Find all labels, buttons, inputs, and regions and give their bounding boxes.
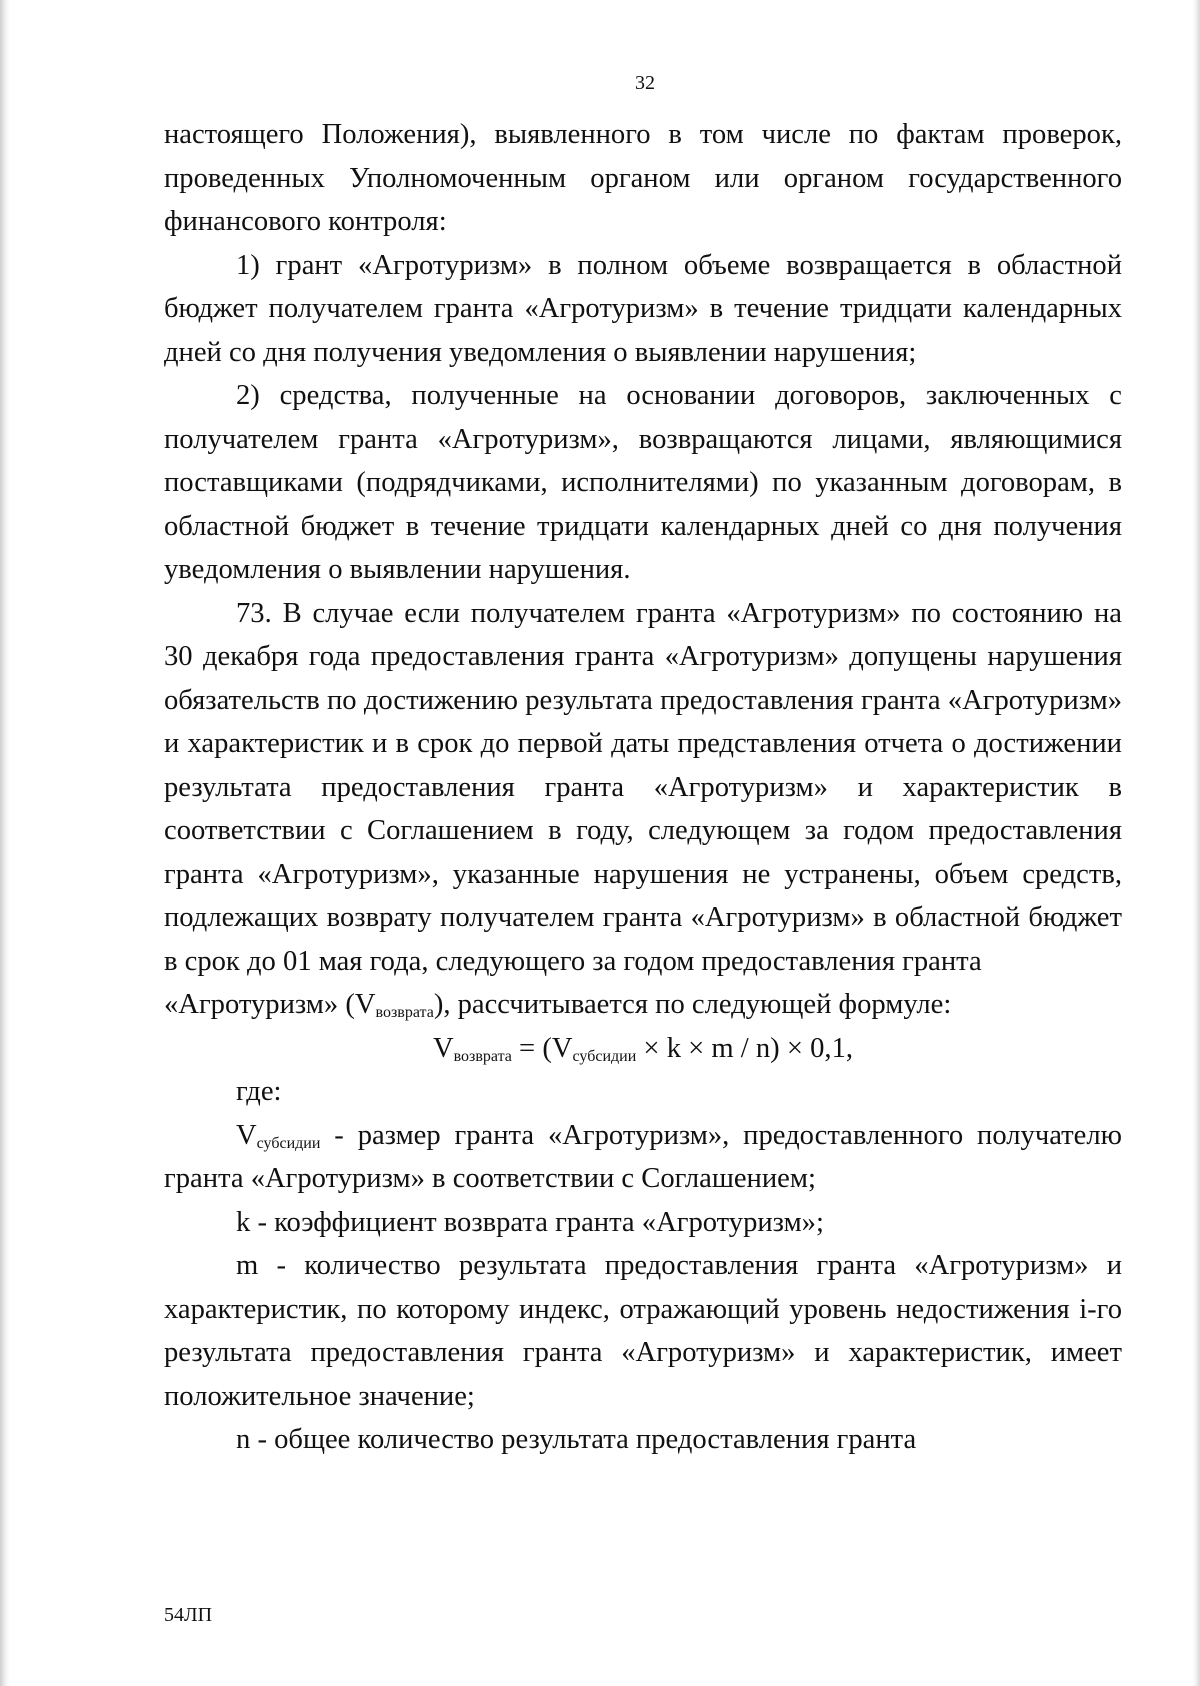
definition-m: m - количество результата предоставления гранта «Агротуризм» и характеристик, по которому индекс, отражающий уровень недостижения i-го результата предоставления гранта «Агротуризм» и характеристик, имеет положительное значение; xyxy=(164,1250,1122,1412)
definition-k: k - коэффициент возврата гранта «Агротуризм»; xyxy=(236,1206,824,1238)
list-item-2: 2) средства, полученные на основании договоров, заключенных с получателем гранта «Агротуризм», возвращаются лицами, являющимися поставщиками (подрядчиками, исполнителями) по указанным договорам, в областной бюджет в течение тридцати календарных дней со дня получения уведомления о выявлении нарушения. xyxy=(164,380,1122,585)
scan-edge-right xyxy=(1192,0,1200,1686)
scan-edge-left xyxy=(0,0,10,1686)
formula: $V_{возврата} = (V_{субсидии} \times k \times m / n) \times 0,1$, xyxy=(432,1032,854,1065)
page-number: 32 xyxy=(635,72,655,94)
paragraph-73-end: «Агротуризм» $(V_{возврата})$, рассчитывается по следующей формуле: xyxy=(164,989,952,1021)
definition-v-subsidy: $V_{субсидии}$ - размер гранта «Агротуризм», предоставленного получателю гранта «Агротуризм» в соответствии с Соглашением; xyxy=(164,1119,1122,1194)
paragraph-73: 73. В случае если получателем гранта «Агротуризм» по состоянию на 30 декабря года предоставления гранта «Агротуризм» допущены нарушения обязательств по достижению результата предоставления гранта «Агротуризм» и характеристик и в срок до первой даты представления отчета о достижении результата предоставления гранта «Агротуризм» и характеристик в соответствии с Соглашением в году, следующем за годом предоставления гранта «Агротуризм», указанные нарушения не устранены, объем средств, подлежащих возврату получателем гранта «Агротуризм» в областной бюджет в срок до 01 мая года, следующего за годом предоставления гранта xyxy=(164,597,1122,977)
list-item-1: 1) грант «Агротуризм» в полном объеме возвращается в областной бюджет получателем гранта «Агротуризм» в течение тридцати календарных дней со дня получения уведомления о выявлении нарушения; xyxy=(164,249,1122,368)
footer-code: 54ЛП xyxy=(164,1604,213,1626)
document-body xyxy=(164,113,1122,1462)
definition-n: n - общее количество результата предоставления гранта xyxy=(236,1424,917,1455)
where-label: где: xyxy=(236,1076,282,1107)
paragraph-continuation: настоящего Положения), выявленного в том числе по фактам проверок, проведенных Уполномоченным органом или органом государственного финансового контроля: xyxy=(164,119,1122,237)
